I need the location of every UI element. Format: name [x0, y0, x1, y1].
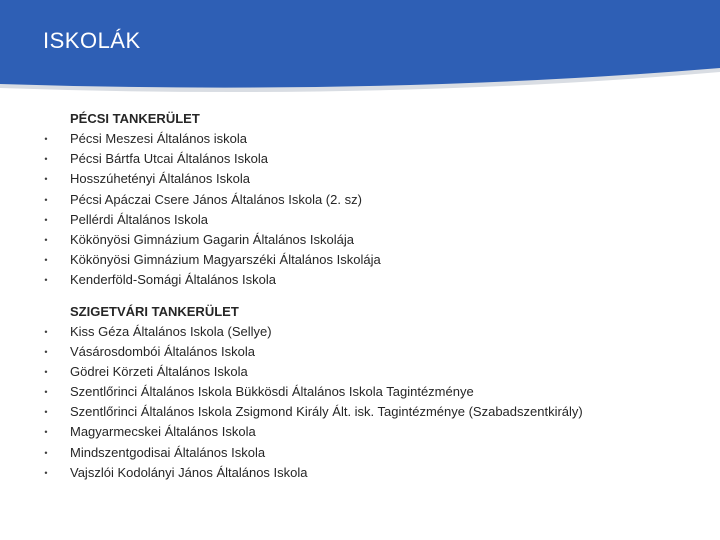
bullet-icon: •: [44, 387, 48, 398]
bullet-icon: •: [44, 366, 48, 377]
slide-title: ISKOLÁK: [43, 28, 141, 53]
list-item: [0, 190, 720, 210]
school-name: Szentlőrinci Általános Iskola Zsigmond Király Ált. isk. Tagintézménye (Szabadszentkirály): [70, 404, 583, 420]
bullet-icon: •: [44, 194, 48, 205]
list-item: [0, 210, 720, 230]
school-name: Kenderföld-Somági Általános Iskola: [70, 272, 276, 288]
school-sections: [0, 109, 720, 483]
school-name: Pellérdi Általános Iskola: [70, 211, 209, 227]
bullet-icon: •: [44, 326, 48, 337]
section-heading: SZIGETVÁRI TANKERÜLET: [70, 303, 239, 319]
school-name: Vajszlói Kodolányi János Általános Iskola: [70, 464, 308, 480]
school-list: [0, 322, 720, 484]
school-name: Kökönyösi Gimnázium Magyarszéki Általános Iskolája: [70, 252, 381, 268]
list-item: [0, 382, 720, 402]
bullet-icon: •: [44, 346, 48, 357]
bullet-icon: •: [44, 427, 48, 438]
school-name: Hosszúhetényi Általános Iskola: [70, 171, 250, 187]
section-heading: PÉCSI TANKERÜLET: [70, 111, 200, 126]
school-name: Szentlőrinci Általános Iskola Bükkösdi Általános Iskola Tagintézménye: [70, 384, 474, 400]
bullet-icon: •: [44, 214, 48, 225]
list-item: [0, 422, 720, 442]
school-list: [0, 129, 720, 291]
bullet-icon: •: [44, 234, 48, 245]
school-name: Mindszentgodisai Általános Iskola: [70, 444, 266, 460]
section-pecsi-tankerulet: [0, 109, 720, 291]
bullet-icon: •: [44, 275, 48, 286]
school-name: Vásárosdombói Általános Iskola: [70, 343, 255, 359]
list-item: [0, 250, 720, 270]
bullet-icon: •: [44, 467, 48, 478]
list-item: [0, 402, 720, 422]
school-name: Kökönyösi Gimnázium Gagarin Általános Iskolája: [70, 231, 354, 247]
bullet-icon: •: [44, 174, 48, 185]
bullet-icon: •: [44, 154, 48, 165]
list-item: [0, 322, 720, 342]
list-item: [0, 342, 720, 362]
list-item: [0, 270, 720, 290]
bullet-icon: •: [44, 255, 48, 266]
list-item: [0, 443, 720, 463]
school-name: Gödrei Körzeti Általános Iskola: [70, 363, 248, 379]
school-name: Magyarmecskei Általános Iskola: [70, 424, 256, 440]
list-item: [0, 362, 720, 382]
list-item: [0, 129, 720, 149]
list-item: [0, 149, 720, 169]
bullet-icon: •: [44, 447, 48, 458]
title-banner: [0, 0, 720, 100]
bullet-icon: •: [44, 134, 48, 144]
list-item: [0, 230, 720, 250]
bullet-icon: •: [44, 407, 48, 418]
list-item: [0, 169, 720, 189]
list-item: [0, 463, 720, 483]
school-name: Pécsi Meszesi Általános iskola: [70, 131, 248, 146]
school-name: Pécsi Apáczai Csere János Általános Iskola (2. sz): [70, 191, 362, 207]
school-name: Pécsi Bártfa Utcai Általános Iskola: [70, 151, 268, 167]
section-szigetvari-tankerulet: [0, 302, 720, 484]
school-name: Kiss Géza Általános Iskola (Sellye): [70, 323, 272, 339]
